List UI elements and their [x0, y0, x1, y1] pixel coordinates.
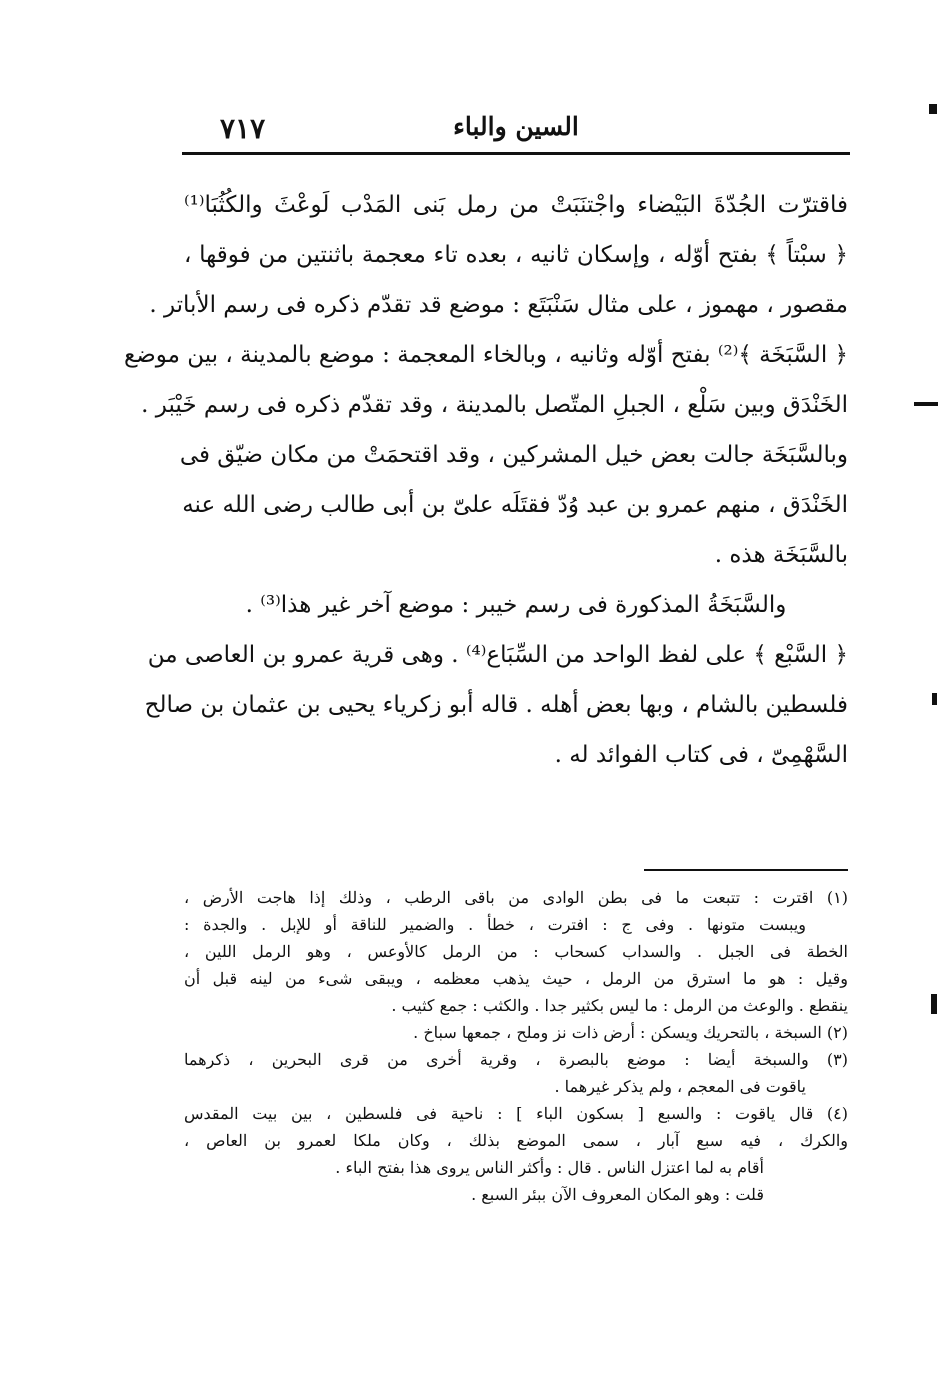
footnote-line: ينقطع . والوعث من الرمل : ما ليس بكثير جدا . والكثب : جمع كثيب . [391, 996, 848, 1015]
footnote-line: وقيل : هو ما استرق من الرمل ، حيث يذهب معظمه ، ويبقى شىء من لينه قبل أن [184, 969, 848, 988]
footnote-rule [644, 869, 848, 871]
margin-mark-lower [932, 693, 937, 705]
text-line: بالسَّبَخَة هذه . [714, 542, 848, 568]
footnote-line: (٣) والسبخة أيضا : موضع بالبصرة ، وقرية أخرى من قرى البحرين ، ذكرهما [184, 1050, 849, 1069]
page-header [182, 104, 850, 150]
footnote-line: والكرك ، فيه سبع آبار ، سمى الموضع بذلك ، وكان ملكا لعمرو بن العاص ، [184, 1131, 849, 1150]
text-line: وبالسَّبَخَة جالت بعض خيل المشركين ، وقد اقتحمَتْ من مكان ضيّق فى [179, 442, 848, 468]
text-line: الخَنْدَق ، منهم عمرو بن عبد وُدّ فقتَلَه علىّ بن أبى طالب رضى الله عنه [182, 492, 848, 518]
text-line: السَّهْمِىّ ، فى كتاب الفوائد له . [554, 742, 848, 768]
footnote-line: قلت : وهو المكان المعروف الآن ببئر السبع . [471, 1185, 764, 1204]
footnote-line: (٢) السبخة ، بالتحريك ويسكن : أرض ذات نز وملح ، جمعها سباخ . [413, 1023, 848, 1042]
main-text [123, 180, 848, 780]
text-line: ﴿ السَّبَخَة ﴾⁽²⁾ بفتح أوّله وثانيه ، وبالخاء المعجمة : موضع بالمدينة ، بين موضع [123, 342, 848, 368]
footnotes [184, 884, 848, 1208]
text-line: مقصور ، مهموز ، على مثال سَنْبَتَع : موضع قد تقدّم ذكره فى رسم الأباتر . [149, 292, 848, 318]
footnote-line: (٤) قال ياقوت : والسبع [ بسكون الباء ] : ناحية فى فلسطين ، بين بيت المقدس [184, 1104, 848, 1123]
footnote-line: ويبست متونها . وفى ج : افترت ، خطأ . والضمير للناقة أو للإبل . والجدة : [184, 915, 806, 934]
margin-mark-bottom [931, 994, 937, 1014]
text-line: الخَنْدَق وبين سَلْع ، الجبلِ المتّصل بالمدينة ، وقد تقدّم ذكره فى رسم خَيْبَر . [141, 392, 848, 418]
text-line: ﴿ السَّبْع ﴾ على لفظ الواحد من السِّبَاع⁽⁴⁾ . وهى قرية عمرو بن العاصى من [147, 642, 848, 668]
footnote-line: أقام به لما اعتزل الناس . قال : وأكثر الناس يروى هذا بفتح الباء . [335, 1158, 764, 1177]
header-rule [182, 152, 850, 155]
text-line: فلسطين بالشام ، وبها بعض أهله . قاله أبو زكرياء يحيى بن عثمان بن صالح [144, 692, 848, 718]
footnote-line: ياقوت فى المعجم ، ولم يذكر غيرهما . [554, 1077, 806, 1096]
footnote-line: الخطة فى الجبل . والسداب كسحاب : من الرمل كالأوعس ، وهو الرمل اللين ، [184, 942, 848, 961]
text-line: والسَّبَخَةُ المذكورة فى رسم خيبر : موضع آخر غير هذا⁽³⁾ . [245, 592, 787, 618]
margin-mark-top [929, 104, 937, 114]
footnote-line: (١) اقترت : تتبعت ما فى بطن الوادى من باقى الرطب ، وذلك إذا هاجت الأرض ، [184, 888, 848, 907]
margin-mark-middle [914, 402, 938, 406]
running-head: السين والباء [453, 112, 579, 141]
page-number: ٧١٧ [220, 112, 266, 145]
text-line-verse: فاقترّت الجُدّةَ البَيْضاء واجْتنَبَتْ من رمل بَنى المَدْب لَوعْثَ والكُثُبَا⁽¹⁾ [184, 192, 848, 218]
text-line: ﴿ سبْتاً ﴾ بفتح أوّله ، وإسكان ثانيه ، بعده تاء معجمة باثنتين من فوقها ، [184, 242, 848, 268]
